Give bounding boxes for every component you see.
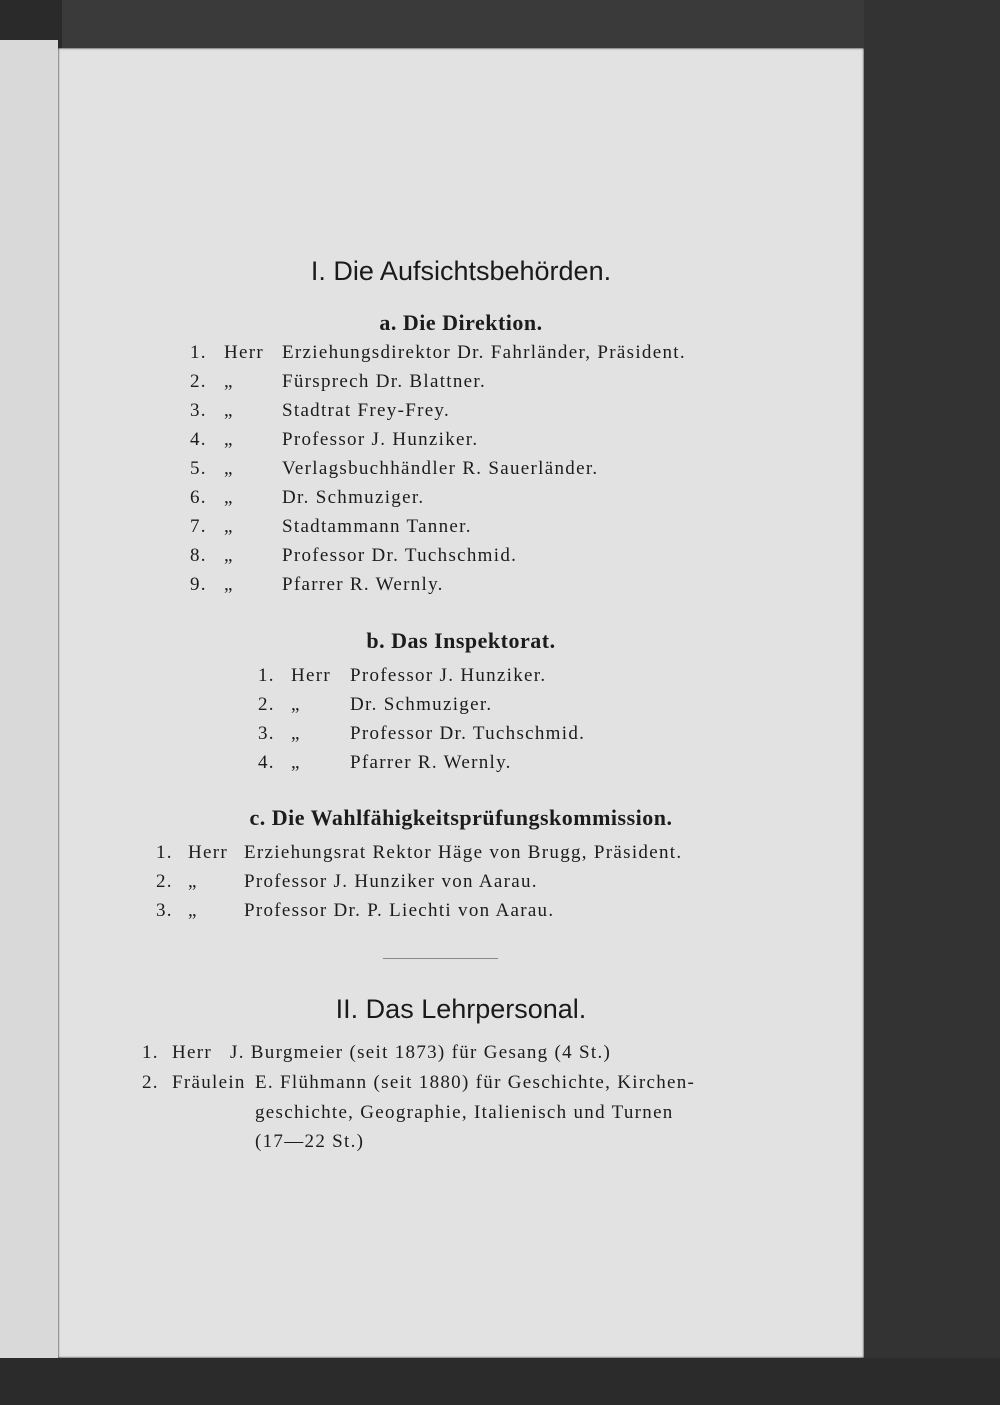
item-number: 2. [156,871,173,892]
item-number: 8. [190,545,207,566]
item-title: Herr [224,342,265,363]
item-title: Fräulein [172,1072,246,1093]
scan-background-bottom [0,1358,1000,1405]
item-number: 3. [190,400,207,421]
item-text: Pfarrer R. Wernly. [350,752,512,773]
item-text: J. Burgmeier (seit 1873) für Gesang (4 St.) [230,1042,612,1063]
item-text: Professor J. Hunziker. [350,665,547,686]
item-text: Stadtrat Frey-Frey. [282,400,451,421]
item-title: „ [224,574,234,595]
scan-background [864,0,1000,1405]
item-text-line3: (17—22 St.) [255,1131,365,1152]
item-text: Professor Dr. Tuchschmid. [350,723,586,744]
item-text: Fürsprech Dr. Blattner. [282,371,487,392]
item-text-line1: E. Flühmann (seit 1880) für Geschichte, Kirchen- [255,1072,696,1093]
item-number: 2. [258,694,275,715]
item-title: „ [291,723,301,744]
item-text: Dr. Schmuziger. [350,694,493,715]
item-title: „ [224,400,234,421]
item-text: Pfarrer R. Wernly. [282,574,444,595]
item-number: 9. [190,574,207,595]
left-page-edge [0,40,58,1370]
item-number: 4. [258,752,275,773]
item-text: Stadtammann Tanner. [282,516,472,537]
item-title: „ [188,900,198,921]
item-title: „ [224,545,234,566]
section-divider [383,958,498,959]
item-number: 1. [190,342,207,363]
item-title: „ [188,871,198,892]
item-text: Dr. Schmuziger. [282,487,425,508]
item-number: 2. [190,371,207,392]
document-page [58,48,864,1358]
item-number: 7. [190,516,207,537]
subheading-direktion: a. Die Direktion. [379,310,543,335]
item-number: 1. [142,1042,159,1063]
item-text: Professor J. Hunziker von Aarau. [244,871,538,892]
item-title: „ [291,694,301,715]
item-text: Professor Dr. Tuchschmid. [282,545,518,566]
subheading-wahlfaehigkeitspruefungskommission: c. Die Wahlfähigkeitsprüfungskommission. [249,805,673,830]
item-number: 1. [156,842,173,863]
section-heading-lehrpersonal: II. Das Lehrpersonal. [335,994,587,1024]
item-text: Professor J. Hunziker. [282,429,479,450]
item-text: Erziehungsdirektor Dr. Fahrländer, Präsident. [282,342,686,363]
item-title: „ [224,371,234,392]
item-number: 6. [190,487,207,508]
item-text: Erziehungsrat Rektor Häge von Brugg, Präsident. [244,842,683,863]
item-title: Herr [291,665,332,686]
item-text-line2: geschichte, Geographie, Italienisch und Turnen [255,1102,674,1123]
item-title: „ [224,516,234,537]
section-heading-aufsichtsbehoerden: I. Die Aufsichtsbehörden. [310,256,612,286]
item-number: 5. [190,458,207,479]
item-number: 3. [156,900,173,921]
item-title: Herr [172,1042,213,1063]
item-number: 2. [142,1072,159,1093]
item-number: 4. [190,429,207,450]
item-title: „ [224,458,234,479]
item-title: „ [224,487,234,508]
item-title: „ [224,429,234,450]
item-text: Professor Dr. P. Liechti von Aarau. [244,900,555,921]
item-number: 3. [258,723,275,744]
subheading-inspektorat: b. Das Inspektorat. [366,628,556,653]
item-text: Verlagsbuchhändler R. Sauerländer. [282,458,599,479]
item-number: 1. [258,665,275,686]
item-title: Herr [188,842,229,863]
item-title: „ [291,752,301,773]
